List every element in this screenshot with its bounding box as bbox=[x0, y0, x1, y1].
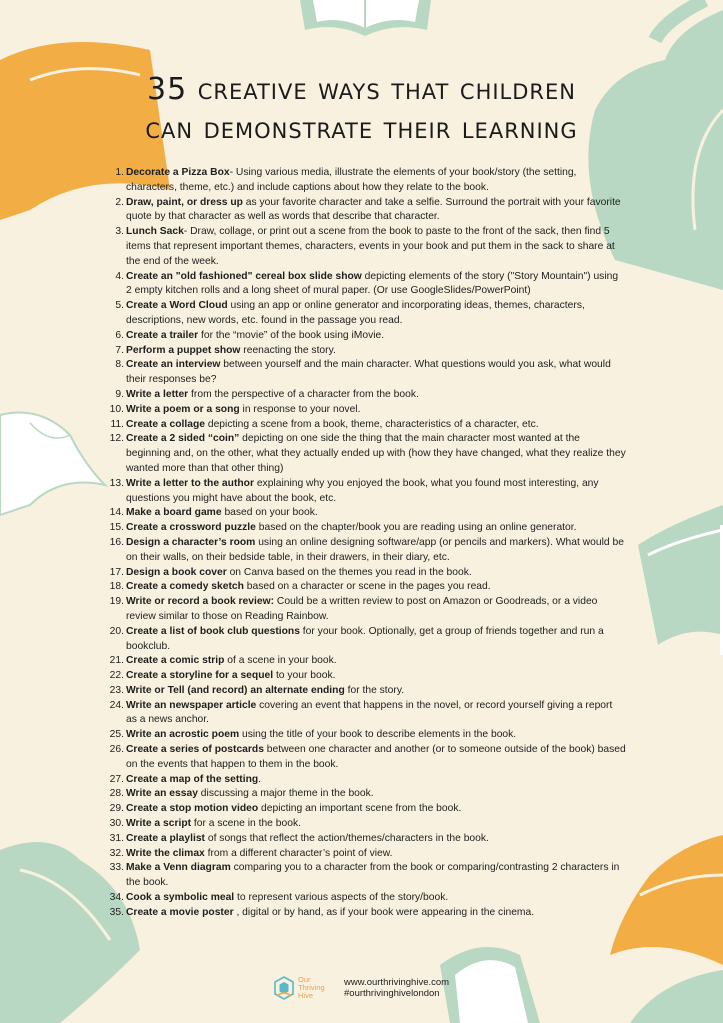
item-heading: Create a comic strip bbox=[126, 655, 225, 667]
list-item bbox=[106, 861, 626, 891]
item-number: 35. bbox=[109, 906, 124, 918]
item-heading: Create a crossword puzzle bbox=[126, 522, 256, 534]
item-description: as your favorite character and take a selfie. Surround the portrait with your favorite quote by that character as well as words that describe that character. bbox=[126, 196, 621, 223]
item-number: 8. bbox=[115, 359, 124, 371]
item-heading: Draw, paint, or dress up bbox=[126, 196, 243, 208]
item-number: 6. bbox=[115, 329, 124, 341]
hive-logo-icon bbox=[272, 976, 296, 1000]
white-book-left-icon bbox=[0, 405, 110, 520]
list-item bbox=[106, 595, 626, 625]
list-item bbox=[106, 358, 626, 388]
item-heading: Write an newspaper article bbox=[126, 699, 257, 711]
item-number: 31. bbox=[109, 832, 124, 844]
item-number: 12. bbox=[109, 433, 124, 445]
list-item bbox=[106, 536, 626, 566]
item-heading: Write a poem or a song bbox=[126, 403, 240, 415]
item-description: based on your book. bbox=[221, 507, 318, 519]
item-number: 18. bbox=[109, 581, 124, 593]
item-number: 7. bbox=[115, 344, 124, 356]
item-heading: Cook a symbolic meal bbox=[126, 892, 235, 904]
item-description: from the perspective of a character from the book. bbox=[188, 388, 419, 400]
item-heading: Create an "old fashioned" cereal box slide show bbox=[126, 270, 362, 282]
item-number: 34. bbox=[109, 892, 124, 904]
list-item bbox=[106, 654, 626, 669]
item-number: 13. bbox=[109, 477, 124, 489]
item-description: based on a character or scene in the pages you read. bbox=[243, 581, 491, 593]
item-number: 32. bbox=[109, 847, 124, 859]
list-item bbox=[106, 329, 626, 344]
item-description: discussing a major theme in the book. bbox=[197, 788, 374, 800]
list-item bbox=[106, 802, 626, 817]
list-item bbox=[106, 403, 626, 418]
item-number: 21. bbox=[109, 655, 124, 667]
list-item bbox=[106, 521, 626, 536]
item-number: 24. bbox=[109, 699, 124, 711]
item-heading: Write or Tell (and record) an alternate ending bbox=[126, 684, 345, 696]
item-description: covering an event that happens in the novel, or record yourself giving a report as a news anchor. bbox=[126, 699, 613, 726]
list-item bbox=[106, 625, 626, 655]
item-number: 14. bbox=[109, 507, 124, 519]
list-item bbox=[106, 299, 626, 329]
item-heading: Design a book cover bbox=[126, 566, 227, 578]
item-description: on Canva based on the themes you read in the book. bbox=[226, 566, 472, 578]
item-heading: Create a comedy sketch bbox=[126, 581, 244, 593]
list-item bbox=[106, 344, 626, 359]
item-heading: Create a playlist bbox=[126, 832, 205, 844]
green-book-bottom-right-icon bbox=[630, 960, 723, 1023]
item-heading: Lunch Sack bbox=[126, 226, 184, 238]
hashtag: #ourthrivinghivelondon bbox=[344, 988, 440, 999]
item-heading: Create a series of postcards bbox=[126, 744, 264, 756]
list-item bbox=[106, 506, 626, 521]
item-number: 30. bbox=[109, 818, 124, 830]
list-item bbox=[106, 196, 626, 226]
item-heading: Create an interview bbox=[126, 359, 221, 371]
green-book-right-icon bbox=[628, 505, 723, 655]
item-description: between one character and another (or to someone outside of the book) based on the events that happen to them in the book. bbox=[126, 744, 626, 770]
list-item bbox=[106, 847, 626, 862]
item-description: for the story. bbox=[344, 684, 405, 696]
item-description: between yourself and the main character. What questions would you ask, what would their responses be? bbox=[126, 359, 611, 386]
item-heading: Write the climax bbox=[126, 847, 205, 859]
list-item bbox=[106, 699, 626, 729]
item-number: 1. bbox=[115, 167, 124, 178]
item-description: - Using various media, illustrate the elements of your book/story (the setting, characters, theme, etc.) and include captions about how they relate to the book. bbox=[126, 167, 577, 193]
list-item bbox=[106, 388, 626, 403]
website-link[interactable]: www.ourthrivinghive.com bbox=[344, 977, 450, 988]
ideas-list bbox=[106, 166, 626, 921]
item-description: . bbox=[258, 773, 262, 785]
title-line-1: 35 creative ways that children bbox=[146, 72, 576, 107]
item-description: for a scene in the book. bbox=[191, 818, 301, 830]
item-description: for the “movie” of the book using iMovie. bbox=[198, 329, 385, 341]
title-line-2: can demonstrate their learning bbox=[145, 111, 578, 146]
item-description: reenacting the story. bbox=[240, 344, 336, 356]
item-heading: Write or record a book review: bbox=[126, 596, 275, 608]
item-description: of songs that reflect the action/themes/characters in the book. bbox=[204, 832, 489, 844]
item-number: 33. bbox=[109, 862, 124, 874]
logo-line: Hive bbox=[298, 991, 314, 1000]
item-description: , digital or by hand, as if your book were appearing in the cinema. bbox=[233, 906, 535, 918]
list-item bbox=[106, 580, 626, 595]
item-heading: Write an acrostic poem bbox=[126, 729, 240, 741]
list-item bbox=[106, 728, 626, 743]
item-description: depicting an important scene from the book. bbox=[258, 803, 462, 815]
item-heading: Create a list of book club questions bbox=[126, 625, 300, 637]
item-number: 27. bbox=[109, 773, 124, 785]
item-heading: Create a stop motion video bbox=[126, 803, 259, 815]
item-heading: Perform a puppet show bbox=[126, 344, 241, 356]
item-heading: Write a script bbox=[126, 818, 192, 830]
list-item bbox=[106, 891, 626, 906]
item-number: 10. bbox=[109, 403, 124, 415]
list-item bbox=[106, 832, 626, 847]
item-number: 11. bbox=[110, 418, 124, 430]
item-number: 29. bbox=[109, 803, 124, 815]
item-heading: Make a board game bbox=[126, 507, 222, 519]
item-description: explaining why you enjoyed the book, what you found most interesting, any questions you might have about the book, etc. bbox=[126, 477, 599, 504]
item-heading: Create a collage bbox=[126, 418, 205, 430]
item-description: to represent various aspects of the story/book. bbox=[234, 892, 449, 904]
item-description: Could be a written review to post on Amazon or Goodreads, or a video review similar to those on Reading Rainbow. bbox=[126, 596, 598, 622]
item-number: 26. bbox=[109, 744, 124, 756]
item-description: using the title of your book to describe elements in the book. bbox=[239, 729, 517, 741]
contact-info bbox=[344, 977, 449, 999]
logo bbox=[272, 976, 332, 1000]
list-item bbox=[106, 418, 626, 433]
list-item bbox=[106, 743, 626, 773]
item-number: 4. bbox=[115, 270, 124, 282]
list-item bbox=[106, 225, 626, 269]
item-number: 28. bbox=[109, 788, 124, 800]
item-description: depicting elements of the story ("Story Mountain") using 2 empty kitchen rolls and a long sheet of mural paper. (Or use GoogleSlides/PowerPoint) bbox=[126, 270, 619, 297]
item-number: 19. bbox=[109, 596, 124, 608]
logo-line: Our bbox=[298, 975, 311, 984]
item-description: from a different character’s point of view. bbox=[204, 847, 393, 859]
item-number: 9. bbox=[115, 388, 124, 400]
list-item bbox=[106, 166, 626, 196]
item-heading: Write a letter to the author bbox=[126, 477, 254, 489]
item-heading: Design a character’s room bbox=[126, 536, 256, 548]
list-item bbox=[106, 773, 626, 788]
item-number: 23. bbox=[109, 684, 124, 696]
list-item bbox=[106, 270, 626, 300]
list-item bbox=[106, 669, 626, 684]
item-number: 3. bbox=[115, 226, 124, 238]
green-book-top-center-icon bbox=[295, 0, 435, 45]
list-item bbox=[106, 684, 626, 699]
item-heading: Create a Word Cloud bbox=[126, 300, 228, 312]
item-heading: Decorate a Pizza Box bbox=[126, 167, 230, 178]
item-number: 17. bbox=[109, 566, 124, 578]
item-number: 25. bbox=[109, 729, 124, 741]
item-heading: Create a movie poster bbox=[126, 906, 234, 918]
item-description: using an online designing software/app (or pencils and markers). What would be on their walls, on their bedside table, in their drawers, in their diary, etc. bbox=[126, 536, 624, 563]
list-item bbox=[106, 817, 626, 832]
item-heading: Create a storyline for a sequel bbox=[126, 670, 274, 682]
list-item bbox=[106, 906, 626, 921]
item-number: 16. bbox=[109, 536, 124, 548]
item-heading: Create a map of the setting bbox=[126, 773, 259, 785]
item-description: depicting on one side the thing that the main character most wanted at the beginning and, on the other, what they actually ended up with (how they have changed, what they realize they wanted more than that other thing) bbox=[126, 433, 626, 474]
page-title bbox=[0, 70, 723, 148]
footer bbox=[272, 976, 449, 1000]
logo-text bbox=[298, 976, 332, 1000]
item-description: using an app or online generator and incorporating ideas, themes, characters, descriptions, new words, etc. found in the passage you read. bbox=[126, 300, 585, 326]
item-number: 15. bbox=[109, 522, 124, 534]
item-number: 20. bbox=[109, 625, 124, 637]
item-description: based on the chapter/book you are reading using an online generator. bbox=[255, 522, 577, 534]
item-description: to your book. bbox=[273, 670, 336, 682]
item-heading: Write an essay bbox=[126, 788, 198, 800]
logo-line: Thriving bbox=[298, 983, 325, 992]
item-description: - Draw, collage, or print out a scene from the book to paste to the front of the sack, then find 5 items that represent important themes, characters, events in your book and put them in the sack to share at the end of the week. bbox=[126, 226, 615, 267]
item-number: 2. bbox=[115, 196, 124, 208]
item-description: depicting a scene from a book, theme, characteristics of a character, etc. bbox=[204, 418, 539, 430]
item-number: 22. bbox=[109, 670, 124, 682]
item-heading: Make a Venn diagram bbox=[126, 862, 231, 874]
item-description: comparing you to a character from the book or comparing/contrasting 2 characters in the book. bbox=[126, 862, 620, 889]
list-item bbox=[106, 787, 626, 802]
item-number: 5. bbox=[115, 300, 124, 312]
item-description: in response to your novel. bbox=[239, 403, 361, 415]
item-heading: Write a letter bbox=[126, 388, 189, 400]
item-description: for your book. Optionally, get a group of friends together and run a bookclub. bbox=[126, 625, 604, 652]
list-item bbox=[106, 566, 626, 581]
item-description: of a scene in your book. bbox=[224, 655, 337, 667]
item-heading: Create a 2 sided “coin” bbox=[126, 433, 240, 445]
item-heading: Create a trailer bbox=[126, 329, 199, 341]
list-item bbox=[106, 432, 626, 476]
list-item bbox=[106, 477, 626, 507]
